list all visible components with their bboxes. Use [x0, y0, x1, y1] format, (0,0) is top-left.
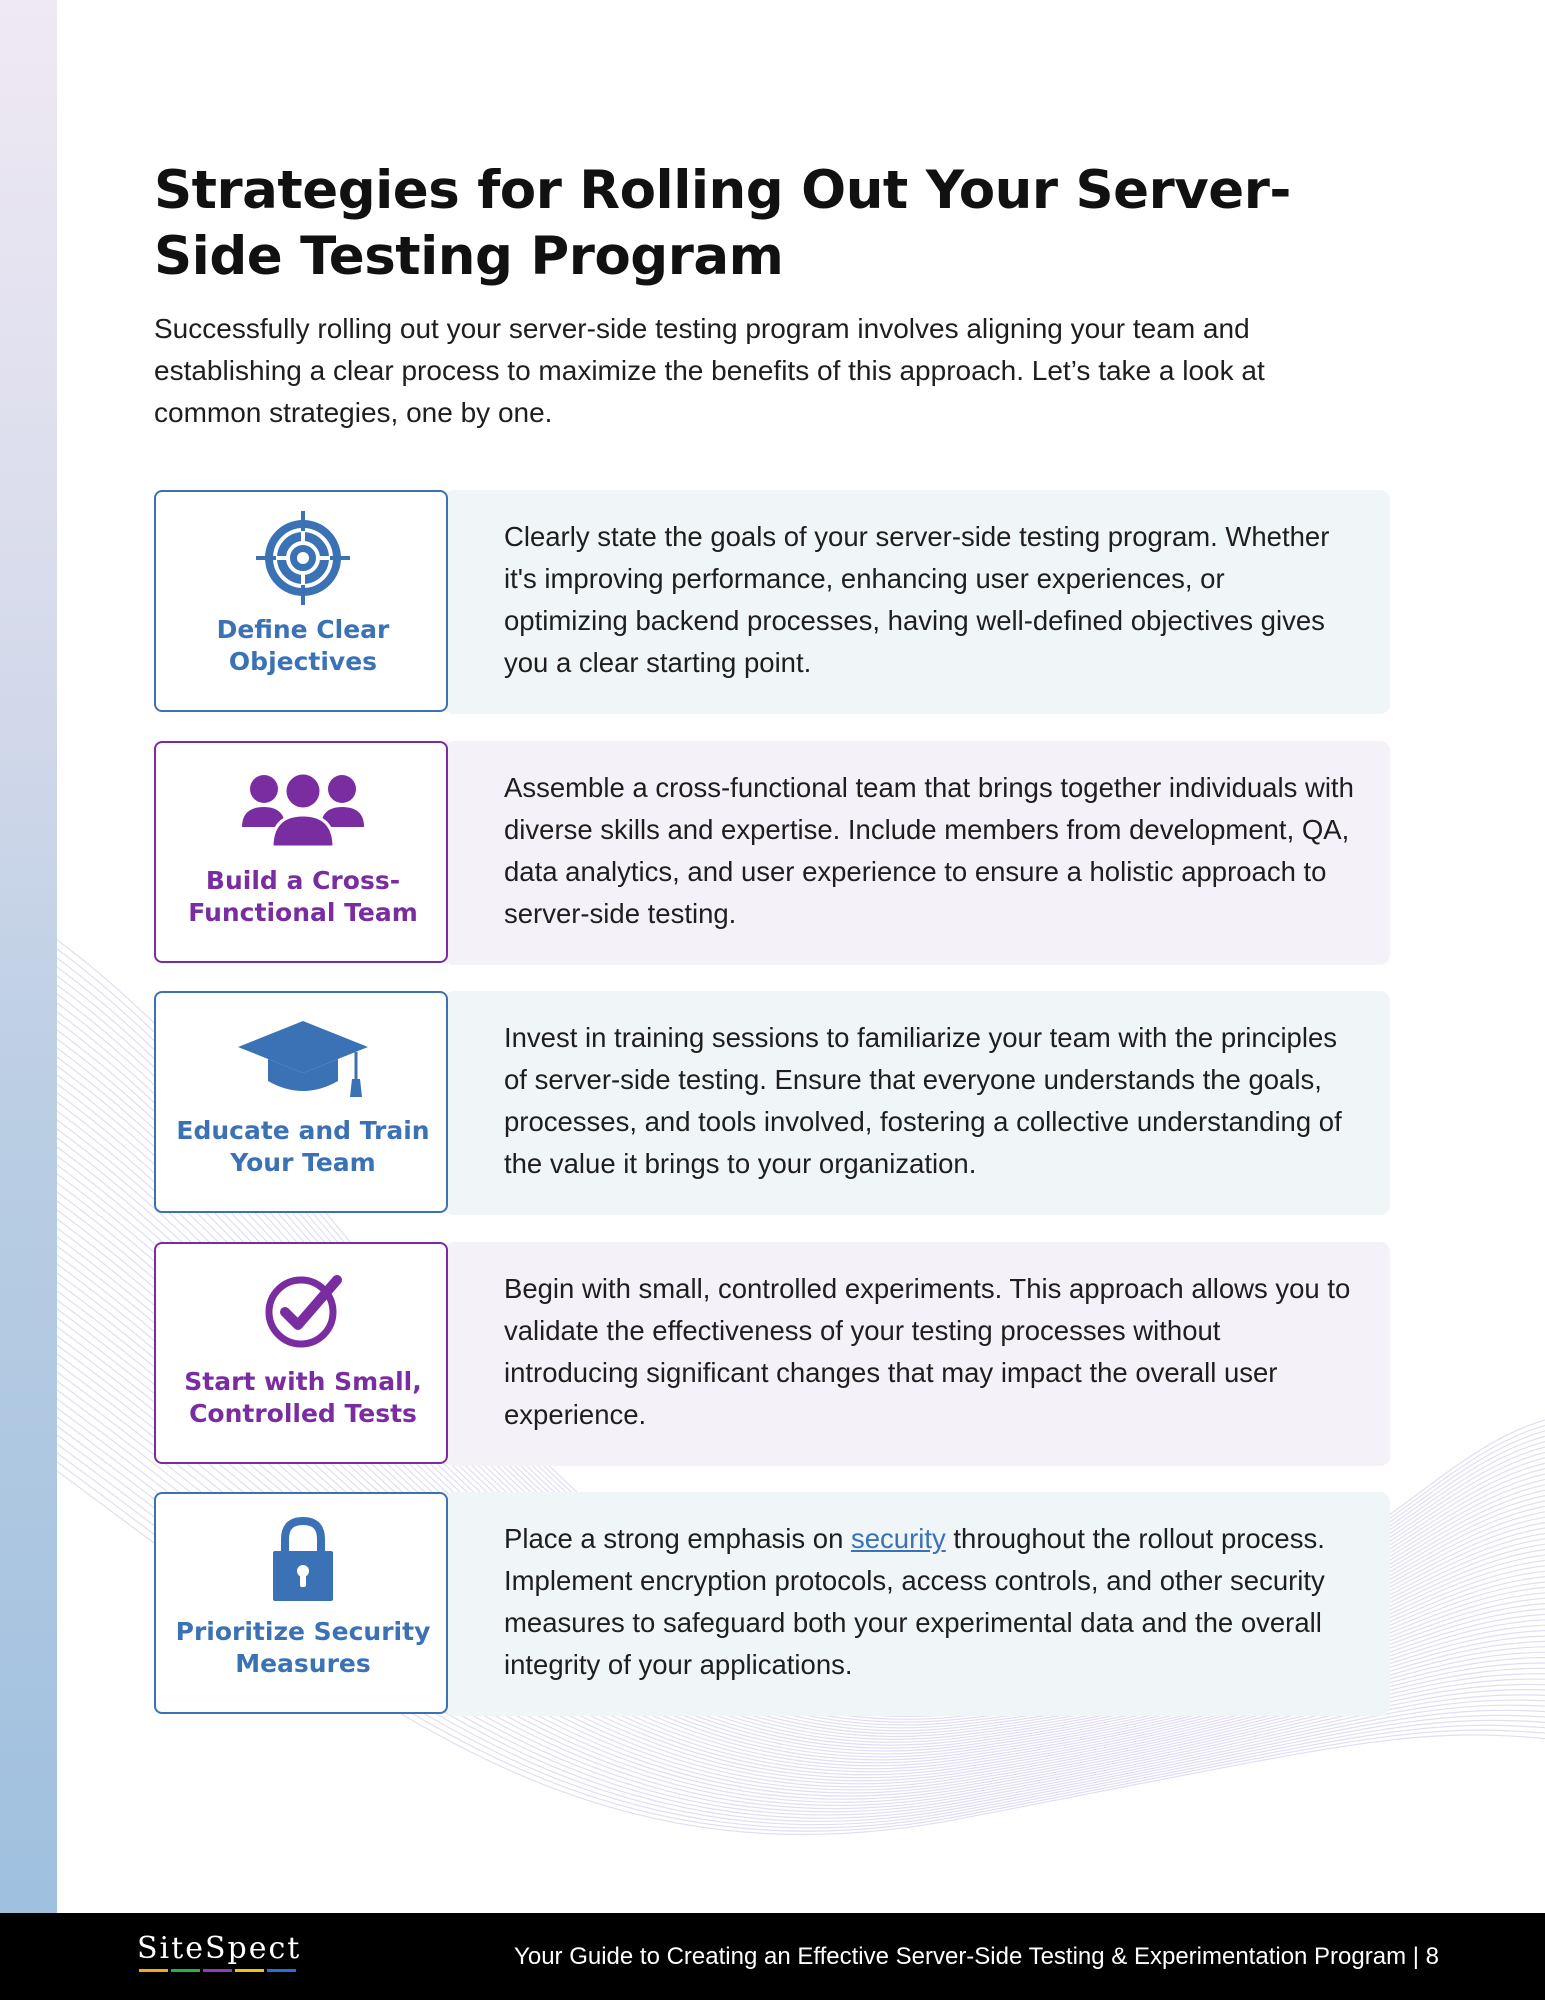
strategy-label: Define Clear Objectives [216, 615, 390, 676]
strategy-description: Begin with small, controlled experiments. This approach allows you to validate the effectiveness of your testing processes without introducing significant changes that may impact the overall user experience. [504, 1273, 1351, 1430]
sitespect-logo: SiteSpect [137, 1931, 302, 1966]
strategy-card-educate-train [154, 991, 1390, 1215]
graduation-cap-icon [156, 1009, 450, 1109]
strategy-label-box [154, 741, 448, 963]
strategy-description-text: Place a strong emphasis on [504, 1523, 851, 1554]
strategy-description [504, 1518, 1354, 1686]
strategy-card-security [154, 1492, 1390, 1716]
target-icon [156, 508, 450, 608]
logo-color-bar [171, 1969, 200, 1972]
strategy-label: Start with Small, Controlled Tests [184, 1367, 422, 1428]
logo-color-bar [203, 1969, 232, 1972]
left-decorative-stripe [0, 0, 57, 1913]
logo-color-bars [139, 1969, 296, 1972]
strategy-label-box [154, 1492, 448, 1714]
strategy-label-box [154, 490, 448, 712]
strategy-label: Educate and Train Your Team [176, 1116, 430, 1177]
strategy-card-cross-functional-team [154, 741, 1390, 965]
strategy-card-small-tests [154, 1242, 1390, 1466]
logo-color-bar [139, 1969, 168, 1972]
strategy-card-define-objectives [154, 490, 1390, 714]
check-circle-icon [156, 1260, 450, 1360]
strategy-description: Clearly state the goals of your server-side testing program. Whether it's improving performance, enhancing user experiences, or optimizing backend processes, having well-defined objectives gives you a clear starting point. [504, 521, 1330, 678]
security-link[interactable]: security [851, 1523, 946, 1554]
intro-paragraph: Successfully rolling out your server-side testing program involves aligning your team and establishing a clear process to maximize the benefits of this approach. Let’s take a look at common strategies, one by one. [154, 313, 1265, 428]
page-title: Strategies for Rolling Out Your Server-Side Testing Program [154, 160, 1291, 287]
lock-icon [156, 1510, 450, 1610]
team-icon [156, 759, 450, 859]
strategy-label: Prioritize Security Measures [175, 1617, 431, 1678]
strategy-label-box [154, 991, 448, 1213]
strategy-description-text: throughout the rollout process. Implement encryption protocols, access controls, and other security measures to safeguard both your experimental data and the overall integrity of your applications. [504, 1523, 1325, 1680]
page-footer [0, 1913, 1545, 2000]
strategy-label: Build a Cross-Functional Team [188, 866, 418, 927]
strategy-label-box [154, 1242, 448, 1464]
strategy-description: Assemble a cross-functional team that brings together individuals with diverse skills and expertise. Include members from development, QA, data analytics, and user experience to ensure a holistic approach to server-side testing. [504, 772, 1354, 929]
logo-color-bar [235, 1969, 264, 1972]
footer-guide-title: Your Guide to Creating an Effective Server-Side Testing & Experimentation Program | 8 [514, 1943, 1439, 1970]
strategy-description: Invest in training sessions to familiarize your team with the principles of server-side testing. Ensure that everyone understands the goals, processes, and tools involved, fostering a collective understanding of the value it brings to your organization. [504, 1022, 1342, 1179]
logo-color-bar [267, 1969, 296, 1972]
